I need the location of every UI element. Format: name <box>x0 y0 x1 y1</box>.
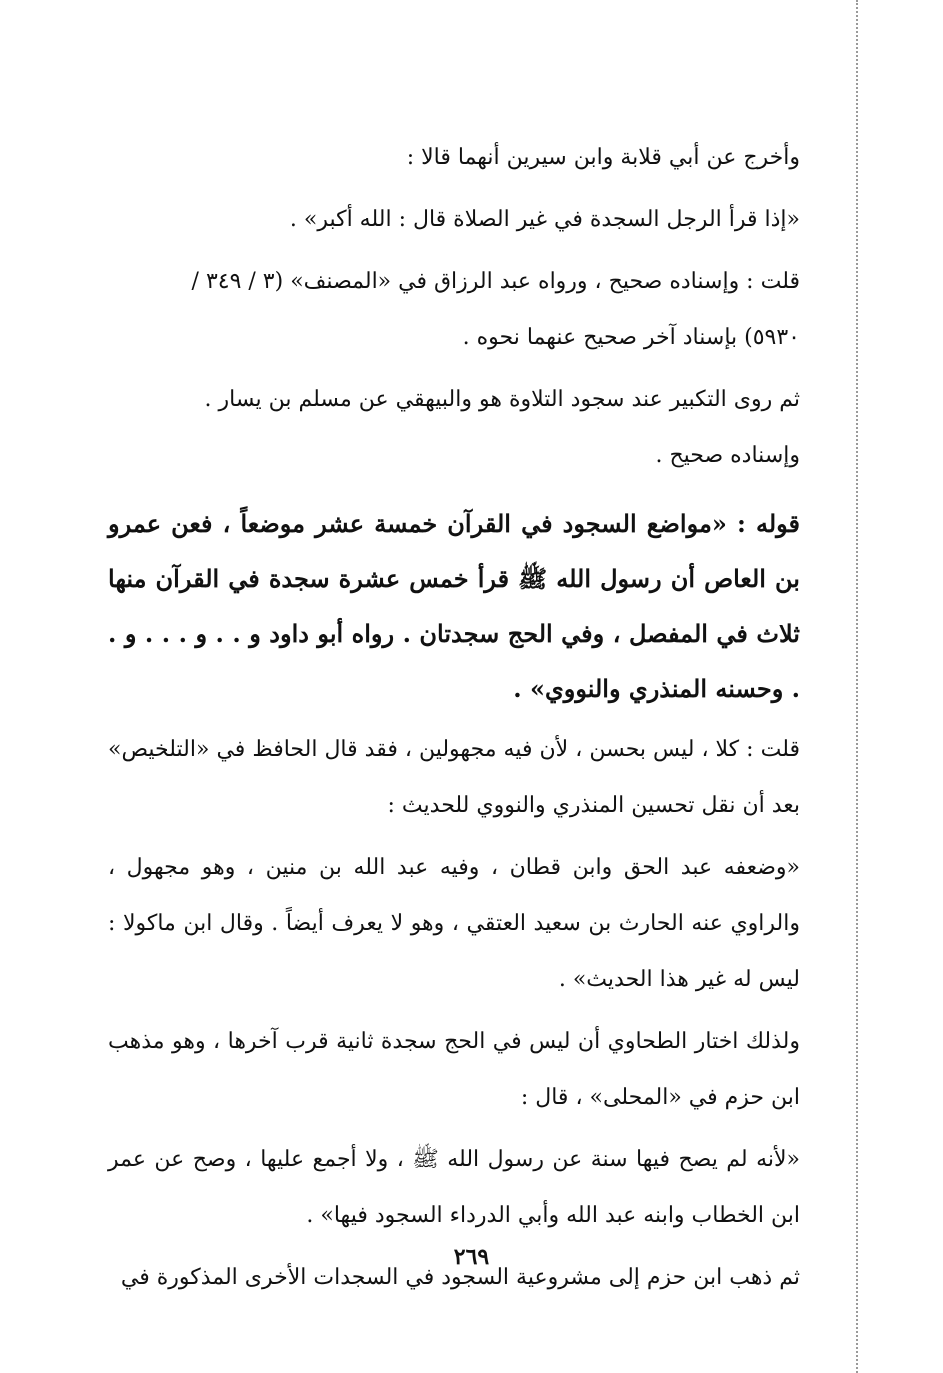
paragraph-1: وأخرج عن أبي قلابة وابن سيرين أنهما قالا : <box>406 145 800 170</box>
paragraph-7: قلت : كلا ، ليس بحسن ، لأن فيه مجهولين ، فقد قال الحافظ في «التلخيص» بعد أن نقل تحسين المنذري والنووي للحديث : <box>108 737 800 818</box>
page-number: ٢٦٩ <box>453 1244 490 1270</box>
page-edge-divider <box>856 0 858 1373</box>
paragraph-3: قلت : وإسناده صحيح ، ورواه عبد الرزاق في «المصنف» (٣ / ٣٤٩ / ٥٩٣٠) بإسناد آخر صحيح عنهما نحوه . <box>191 269 800 350</box>
paragraph-10: «لأنه لم يصح فيها سنة عن رسول الله ﷺ ، ولا أجمع عليها ، وصح عن عمر ابن الخطاب وابنه عبد الله وأبي الدرداء السجود فيها» . <box>108 1147 800 1228</box>
paragraph-8: «وضعفه عبد الحق وابن قطان ، وفيه عبد الله بن منين ، وهو مجهول ، والراوي عنه الحارث بن سعيد العتقي ، وهو لا يعرف أيضاً . وقال ابن ماكولا : ليس له غير هذا الحديث» . <box>108 855 800 992</box>
paragraph-9: ولذلك اختار الطحاوي أن ليس في الحج سجدة ثانية قرب آخرها ، وهو مذهب ابن حزم في «المحلى» ، قال : <box>108 1029 800 1110</box>
paragraph-5: وإسناده صحيح . <box>655 443 800 468</box>
page-body <box>108 130 850 1306</box>
paragraph-4: ثم روى التكبير عند سجود التلاوة هو والبيهقي عن مسلم بن يسار . <box>204 387 800 412</box>
paragraph-11: ثم ذهب ابن حزم إلى مشروعية السجود في السجدات الأخرى المذكورة في <box>120 1265 800 1290</box>
paragraph-2: «إذا قرأ الرجل السجدة في غير الصلاة قال : الله أكبر» . <box>289 207 800 232</box>
paragraph-6-quote: قوله : «مواضع السجود في القرآن خمسة عشر موضعاً ، فعن عمرو بن العاص أن رسول الله ﷺ قرأ خمس عشرة سجدة في القرآن منها ثلاث في المفصل ، وفي الحج سجدتان . رواه أبو داود و . . و . . . و . . وحسنه المنذري والنووي» . <box>108 509 800 703</box>
